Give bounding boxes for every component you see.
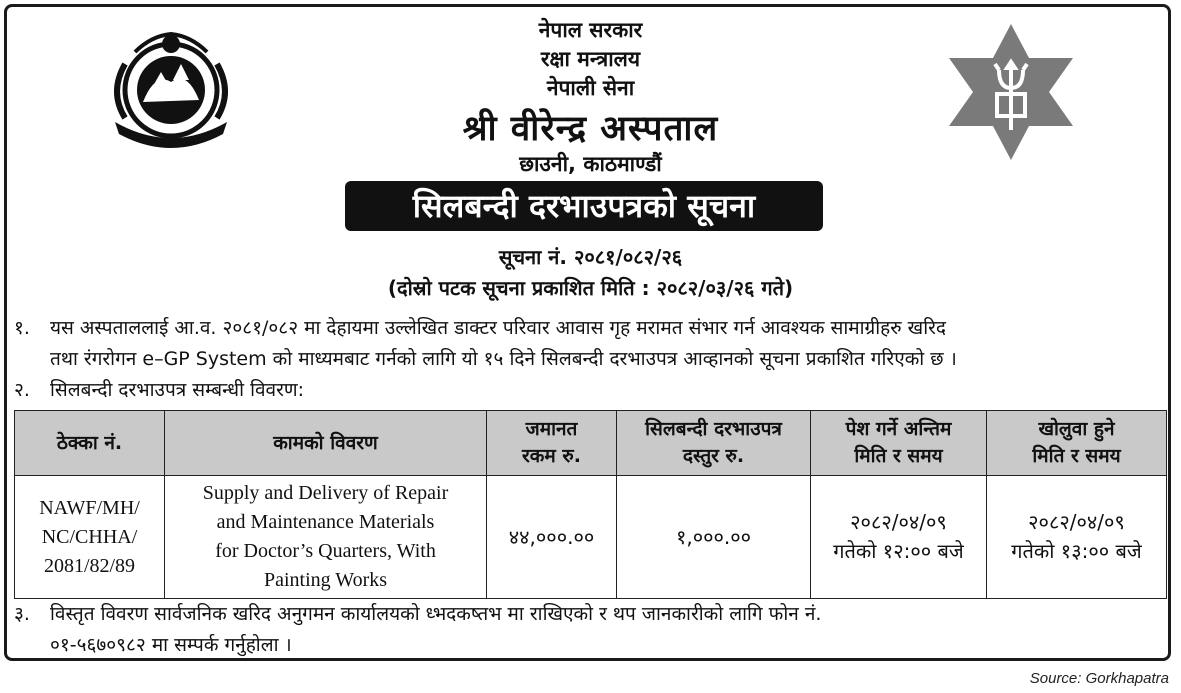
paragraph-1-line-2: तथा रंगरोगन e–GP System को माध्यमबाट गर्नको लागि यो १५ दिने सिलबन्दी दरभाउपत्र आव्हानको सूचना प्रकाशित गरिएको छ । (50, 348, 957, 370)
opening-header-line-1: खोलुवा हुने (1038, 418, 1115, 440)
paragraph-3-line-1: विस्तृत विवरण सार्वजनिक खरिद अनुगमन कार्यालयको ध्भदकष्तभ मा राखिएको र थप जानकारीको लागि फोन नं. (50, 603, 822, 625)
description-line-1: Supply and Delivery of Repair (202, 482, 449, 504)
deadline-header-line-2: मिति र समय (854, 445, 943, 467)
opening-date-cell (987, 476, 1167, 599)
bid-details-table (14, 410, 1167, 599)
paragraph-2 (14, 375, 1169, 406)
hospital-title: श्री वीरेन्द्र अस्पताल (462, 109, 719, 149)
paragraph-2-text: सिलबन्दी दरभाउपत्र सम्बन्धी विवरण: (50, 379, 305, 401)
opening-date-header (987, 411, 1167, 476)
publication-date: (दोस्रो पटक सूचना प्रकाशित मिति : २०८२/०३/२६ गते) (387, 276, 794, 300)
deadline-date: २०८२/०४/०९ (850, 510, 947, 534)
opening-header-line-2: मिति र समय (1032, 445, 1121, 467)
government-title: नेपाल सरकार (538, 18, 643, 42)
paragraph-3-line-2: ०१-५६७०९८२ मा सम्पर्क गर्नुहोला । (50, 634, 292, 656)
notice-banner: सिलबन्दी दरभाउपत्रको सूचना (345, 181, 823, 231)
fee-header-line-2: दस्तुर रु. (682, 445, 745, 467)
submission-deadline-header (811, 411, 987, 476)
description-line-2: and Maintenance Materials (216, 511, 435, 533)
bid-fee-header (617, 411, 811, 476)
security-amount-header (487, 411, 617, 476)
description-line-4: Painting Works (263, 569, 388, 591)
army-title: नेपाली सेना (546, 76, 635, 100)
opening-time: गतेको १३:०० बजे (1011, 539, 1142, 563)
description-cell (165, 476, 487, 599)
paragraph-3 (14, 599, 1169, 661)
table-row (15, 476, 1167, 599)
paragraph-2-number: २. (14, 379, 30, 401)
fee-header-line-1: सिलबन्दी दरभाउपत्र (645, 418, 782, 440)
paragraph-3-number: ३. (14, 603, 30, 625)
table-header-row (15, 411, 1167, 476)
deadline-header-line-1: पेश गर्ने अन्तिम (845, 418, 952, 440)
hospital-location: छाउनी, काठमाण्डौं (519, 152, 662, 176)
ministry-title: रक्षा मन्त्रालय (540, 47, 641, 71)
deadline-time: गतेको १२:०० बजे (833, 539, 964, 563)
contract-line-3: 2081/82/89 (43, 554, 136, 577)
contract-line-2: NC/CHHA/ (41, 525, 138, 548)
source-credit: Source: Gorkhapatra (1029, 670, 1169, 687)
contract-number-header: ठेक्का नं. (15, 411, 165, 476)
paragraph-1-line-1: यस अस्पताललाई आ.व. २०८१/०८२ मा देहायमा उल्लेखित डाक्टर परिवार आवास गृह मरामत संभार गर्न आवश्यक सामाग्रीहरु खरिद (50, 317, 946, 339)
description-line-3: for Doctor’s Quarters, With (215, 540, 436, 562)
description-header: कामको विवरण (165, 411, 487, 476)
submission-deadline-cell (811, 476, 987, 599)
opening-date: २०८२/०४/०९ (1028, 510, 1125, 534)
bid-fee-cell: १,०००.०० (617, 476, 811, 599)
security-amount-cell: ४४,०००.०० (487, 476, 617, 599)
security-header-line-2: रकम रु. (522, 445, 581, 467)
paragraph-1 (14, 313, 1169, 375)
contract-line-1: NAWF/MH/ (39, 496, 140, 519)
notice-number: सूचना नं. २०८१/०८२/२६ (498, 245, 683, 269)
paragraph-1-number: १. (14, 317, 30, 339)
security-header-line-1: जमानत (525, 418, 578, 440)
contract-number-cell (15, 476, 165, 599)
